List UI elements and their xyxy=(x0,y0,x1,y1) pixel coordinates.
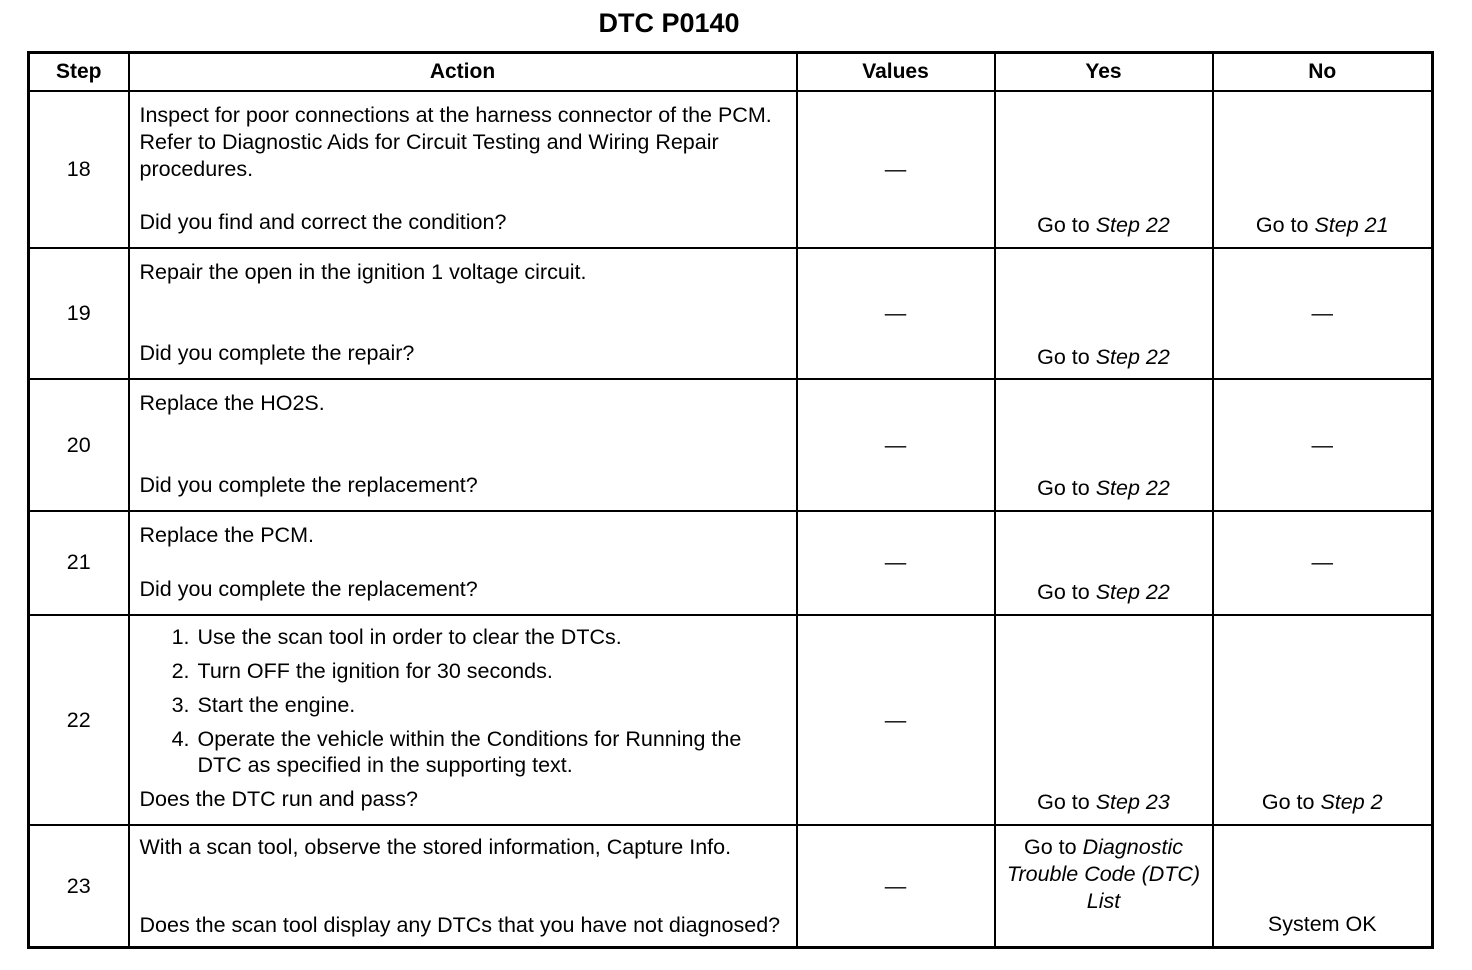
list-item: 3. Start the engine. xyxy=(196,692,786,719)
action-cell xyxy=(129,615,797,825)
goto-label: Go to xyxy=(1261,790,1315,815)
step-number: 23 xyxy=(29,825,129,947)
values-cell: — xyxy=(797,825,995,947)
no-cell xyxy=(1213,615,1433,825)
no-cell xyxy=(1213,91,1433,248)
header-yes: Yes xyxy=(995,53,1213,92)
action-question: Does the scan tool display any DTCs that you have not diagnosed? xyxy=(139,913,781,938)
goto-label: Go to xyxy=(1037,790,1090,815)
goto-label: Go to xyxy=(1037,475,1090,500)
diagnostic-table xyxy=(27,51,1434,949)
action-question: Did you complete the repair? xyxy=(139,341,415,366)
yes-step-ref: Step 22 xyxy=(1095,475,1170,500)
header-no: No xyxy=(1213,53,1433,92)
values-cell: — xyxy=(797,91,995,248)
no-cell: — xyxy=(1213,511,1433,615)
table-row xyxy=(29,91,1433,248)
goto-label: Go to xyxy=(1037,213,1090,238)
yes-cell xyxy=(995,248,1213,379)
action-question: Did you complete the replacement? xyxy=(139,576,478,601)
action-instruction: With a scan tool, observe the stored information, Capture Info. xyxy=(139,835,732,860)
step-number: 19 xyxy=(29,248,129,379)
action-instruction: Repair the open in the ignition 1 voltage circuit. xyxy=(139,260,587,285)
action-cell xyxy=(129,91,797,248)
action-cell xyxy=(129,511,797,615)
yes-step-ref: Diagnostic Trouble Code (DTC) List xyxy=(1006,835,1201,913)
values-cell: — xyxy=(797,379,995,510)
action-question: Did you complete the replacement? xyxy=(139,472,478,497)
table-row xyxy=(29,379,1433,510)
step-number: 22 xyxy=(29,615,129,825)
yes-step-ref: Step 22 xyxy=(1095,213,1170,238)
action-steps-list xyxy=(140,624,786,779)
yes-step-ref: Step 22 xyxy=(1095,580,1170,604)
action-instruction: Replace the PCM. xyxy=(139,522,314,547)
table-row xyxy=(29,615,1433,825)
action-cell xyxy=(129,379,797,510)
no-cell: — xyxy=(1213,379,1433,510)
header-values: Values xyxy=(797,53,995,92)
action-cell xyxy=(129,825,797,947)
header-row xyxy=(29,53,1433,92)
action-question: Does the DTC run and pass? xyxy=(139,787,418,811)
goto-label: Go to xyxy=(1024,835,1077,860)
action-instruction: Inspect for poor connections at the harness connector of the PCM. Refer to Diagnostic Aids for Circuit Testing and Wiring Repair procedures. xyxy=(139,103,772,181)
list-item: 1. Use the scan tool in order to clear the DTCs. xyxy=(196,624,786,651)
yes-cell xyxy=(995,511,1213,615)
action-instruction: Replace the HO2S. xyxy=(139,391,325,416)
values-cell: — xyxy=(797,511,995,615)
yes-cell xyxy=(995,825,1213,947)
list-item: 2. Turn OFF the ignition for 30 seconds. xyxy=(196,658,786,685)
header-action: Action xyxy=(129,53,797,92)
no-step-ref: Step 21 xyxy=(1314,213,1389,238)
values-cell: — xyxy=(797,615,995,825)
table-row xyxy=(29,825,1433,947)
yes-cell xyxy=(995,615,1213,825)
table-row xyxy=(29,511,1433,615)
step-number: 20 xyxy=(29,379,129,510)
header-step: Step xyxy=(29,53,129,92)
action-question: Did you find and correct the condition? xyxy=(139,210,507,235)
step-number: 18 xyxy=(29,91,129,248)
step-number: 21 xyxy=(29,511,129,615)
goto-label: Go to xyxy=(1037,344,1090,369)
yes-cell xyxy=(995,91,1213,248)
table-row xyxy=(29,248,1433,379)
no-step-ref: Step 2 xyxy=(1320,790,1383,815)
no-cell: System OK xyxy=(1213,825,1433,947)
yes-step-ref: Step 23 xyxy=(1095,790,1170,815)
yes-step-ref: Step 22 xyxy=(1095,344,1170,369)
no-cell: — xyxy=(1213,248,1433,379)
goto-label: Go to xyxy=(1037,580,1090,604)
values-cell: — xyxy=(797,248,995,379)
action-cell xyxy=(129,248,797,379)
goto-label: Go to xyxy=(1255,213,1309,238)
yes-cell xyxy=(995,379,1213,510)
list-item: 4. Operate the vehicle within the Conditions for Running the DTC as specified in the supporting text. xyxy=(196,726,786,780)
page-title: DTC P0140 xyxy=(598,8,740,38)
